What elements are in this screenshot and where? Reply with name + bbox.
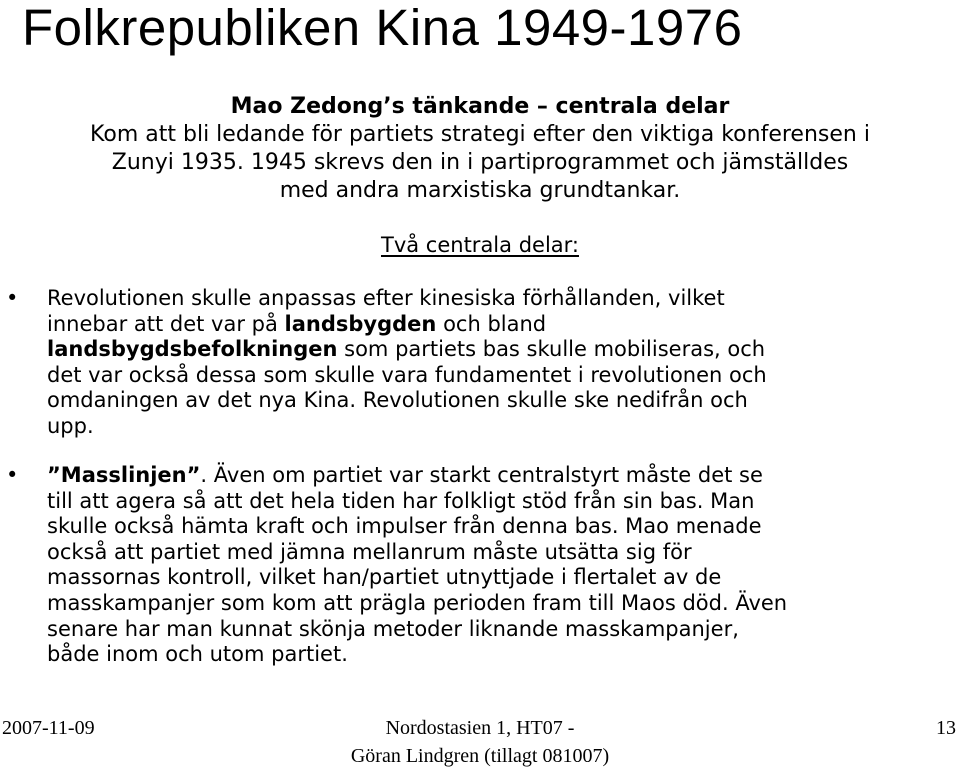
section-heading: Två centrala delar: bbox=[381, 233, 579, 257]
slide-subtitle: Mao Zedong’s tänkande – centrala delar bbox=[230, 94, 730, 119]
bullet-line: massornas kontroll, vilket han/partiet utnyttjade i flertalet av de bbox=[47, 565, 722, 590]
emphasis-landsbygdsbefolkningen: landsbygdsbefolkningen bbox=[47, 337, 338, 362]
bullet-line: skulle också hämta kraft och impulser från denna bas. Mao menade bbox=[47, 514, 762, 539]
bullet-line: också att partiet med jämna mellanrum måste utsätta sig för bbox=[47, 539, 692, 564]
bullet-line: till att agera så att det hela tiden har folkligt stöd från sin bas. Man bbox=[47, 488, 755, 513]
bullet-dot-icon: • bbox=[6, 463, 19, 487]
bullet-dot-icon: • bbox=[6, 286, 19, 310]
text-segment: . Även om partiet var starkt centralstyrt måste det se bbox=[200, 463, 763, 487]
intro-line: Zunyi 1935. 1945 skrevs den in i partiprogrammet och jämställdes bbox=[111, 150, 849, 175]
bullet-line bbox=[47, 337, 952, 363]
bullet-line: det var också dessa som skulle vara fundamentet i revolutionen och bbox=[47, 362, 767, 387]
bullet-line: Revolutionen skulle anpassas efter kinesiska förhållanden, vilket bbox=[47, 286, 725, 310]
bullet-line: omdaningen av det nya Kina. Revolutionen skulle ske nedifrån och bbox=[47, 388, 748, 413]
footer-course-line: Nordostasien 1, HT07 - bbox=[385, 717, 575, 739]
intro-line: Kom att bli ledande för partiets strategi efter den viktiga konferensen i bbox=[90, 122, 870, 147]
bullet-text bbox=[47, 286, 952, 440]
page-number: 13 bbox=[936, 717, 956, 739]
text-segment: och bland bbox=[436, 311, 547, 336]
text-segment: som partiets bas skulle mobiliseras, och bbox=[337, 337, 766, 362]
emphasis-masslinjen: ”Masslinjen” bbox=[47, 463, 201, 487]
intro-line: med andra marxistiska grundtankar. bbox=[279, 178, 681, 203]
bullet-line bbox=[47, 463, 952, 489]
slide-title: Folkrepubliken Kina 1949-1976 bbox=[22, 0, 743, 56]
bullet-line: upp. bbox=[47, 413, 94, 438]
emphasis-landsbygden: landsbygden bbox=[284, 311, 437, 336]
bullet-line: masskampanjer som kom att prägla perioden fram till Maos död. Även bbox=[47, 590, 788, 615]
intro-block bbox=[0, 93, 960, 205]
footer-date: 2007-11-09 bbox=[2, 717, 95, 739]
footer-author-line: Göran Lindgren (tillagt 081007) bbox=[350, 745, 610, 767]
bullet-line: senare har man kunnat skönja metoder liknande masskampanjer, bbox=[47, 616, 739, 641]
bullet-line: både inom och utom partiet. bbox=[47, 642, 348, 667]
footer-course-info bbox=[0, 714, 960, 770]
text-segment: innebar att det var på bbox=[47, 311, 285, 336]
bullet-text bbox=[47, 463, 952, 668]
bullet-line bbox=[47, 312, 952, 338]
